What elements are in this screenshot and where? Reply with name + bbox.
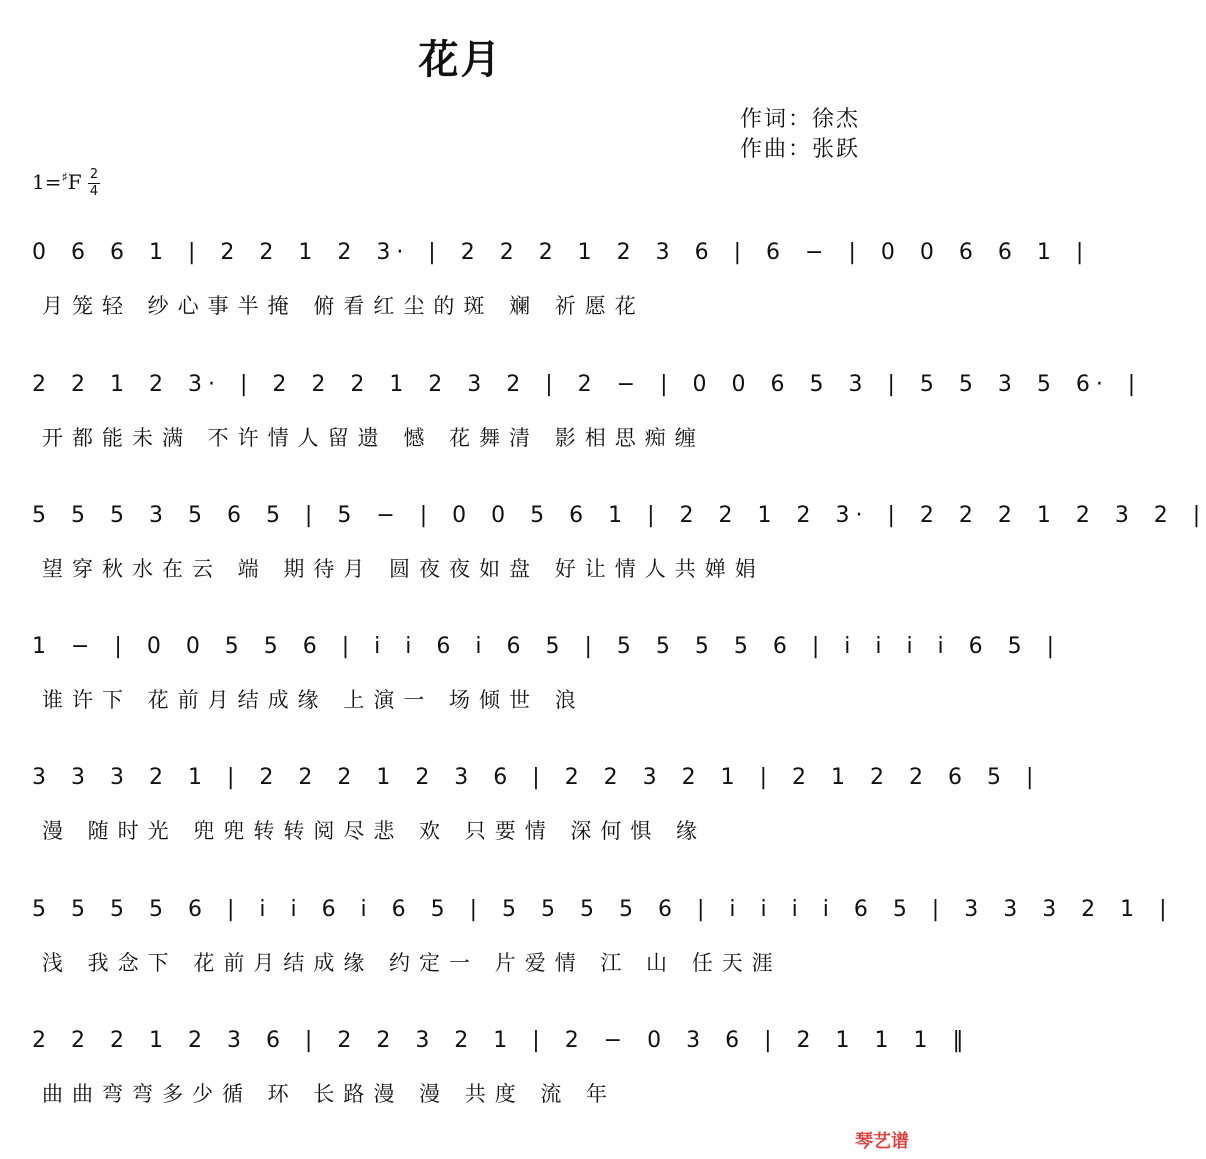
lyrics-line: 曲曲弯弯多少循 环 长路漫 漫 共度 流 年 (42, 1082, 617, 1106)
notation-line: 3 3 3 2 1 | 2 2 2 1 2 3 6 | 2 2 3 2 1 | 2 1 2 2 6 5 | (32, 765, 1040, 790)
notation-line: 2 2 1 2 3· | 2 2 2 1 2 3 2 | 2 − | 0 0 6 5 3 | 5 5 3 5 6· | (32, 372, 1142, 397)
watermark-logo: 琴艺谱 (855, 1131, 909, 1152)
composer-credit: 作曲：张跃 (740, 137, 861, 162)
score-row (32, 765, 1040, 845)
notation-line: 5 5 5 5 6 | i i 6 i 6 5 | 5 5 5 5 6 | i i i i 6 5 | 3 3 3 2 1 | (32, 897, 1173, 922)
lyrics-line: 开都能未满 不许情人留遗 憾 花舞清 影相思痴缠 (42, 426, 705, 450)
key-signature (32, 170, 82, 194)
sharp-icon: ♯ (61, 170, 68, 186)
time-bottom: 4 (89, 184, 99, 199)
notation-line: 5 5 5 3 5 6 5 | 5 − | 0 0 5 6 1 | 2 2 1 2 3· | 2 2 2 1 2 3 2 | (32, 503, 1206, 528)
score-row (32, 503, 1206, 583)
score-row (32, 240, 1090, 320)
lyrics-line: 浅 我念下 花前月结成缘 约定一 片爱情 江 山 任天涯 (42, 951, 782, 975)
score-row (32, 634, 1061, 714)
notation-line: 1 − | 0 0 5 5 6 | i i 6 i 6 5 | 5 5 5 5 6 | i i i i 6 5 | (32, 634, 1061, 659)
score-row (32, 372, 1142, 452)
lyrics-line: 谁许下 花前月结成缘 上演一 场倾世 浪 (42, 688, 585, 712)
page-title: 花月 (418, 36, 503, 83)
score-row (32, 897, 1173, 977)
time-top: 2 (89, 167, 99, 182)
key-prefix: 1= (32, 170, 62, 194)
notation-line: 0 6 6 1 | 2 2 1 2 3· | 2 2 2 1 2 3 6 | 6 − | 0 0 6 6 1 | (32, 240, 1090, 265)
time-signature (88, 168, 100, 199)
lyrics-line: 月笼轻 纱心事半掩 俯看红尘的斑 斓 祈愿花 (42, 294, 645, 318)
score-row (32, 1028, 970, 1108)
notation-line: 2 2 2 1 2 3 6 | 2 2 3 2 1 | 2 − 0 3 6 | 2 1 1 1 ‖ (32, 1028, 970, 1053)
key-note: F (67, 170, 82, 194)
lyricist-credit: 作词：徐杰 (740, 107, 861, 132)
lyrics-line: 望穿秋水在云 端 期待月 圆夜夜如盘 好让情人共婵娟 (42, 557, 765, 581)
lyrics-line: 漫 随时光 兜兜转转阅尽悲 欢 只要情 深何惧 缘 (42, 819, 707, 843)
